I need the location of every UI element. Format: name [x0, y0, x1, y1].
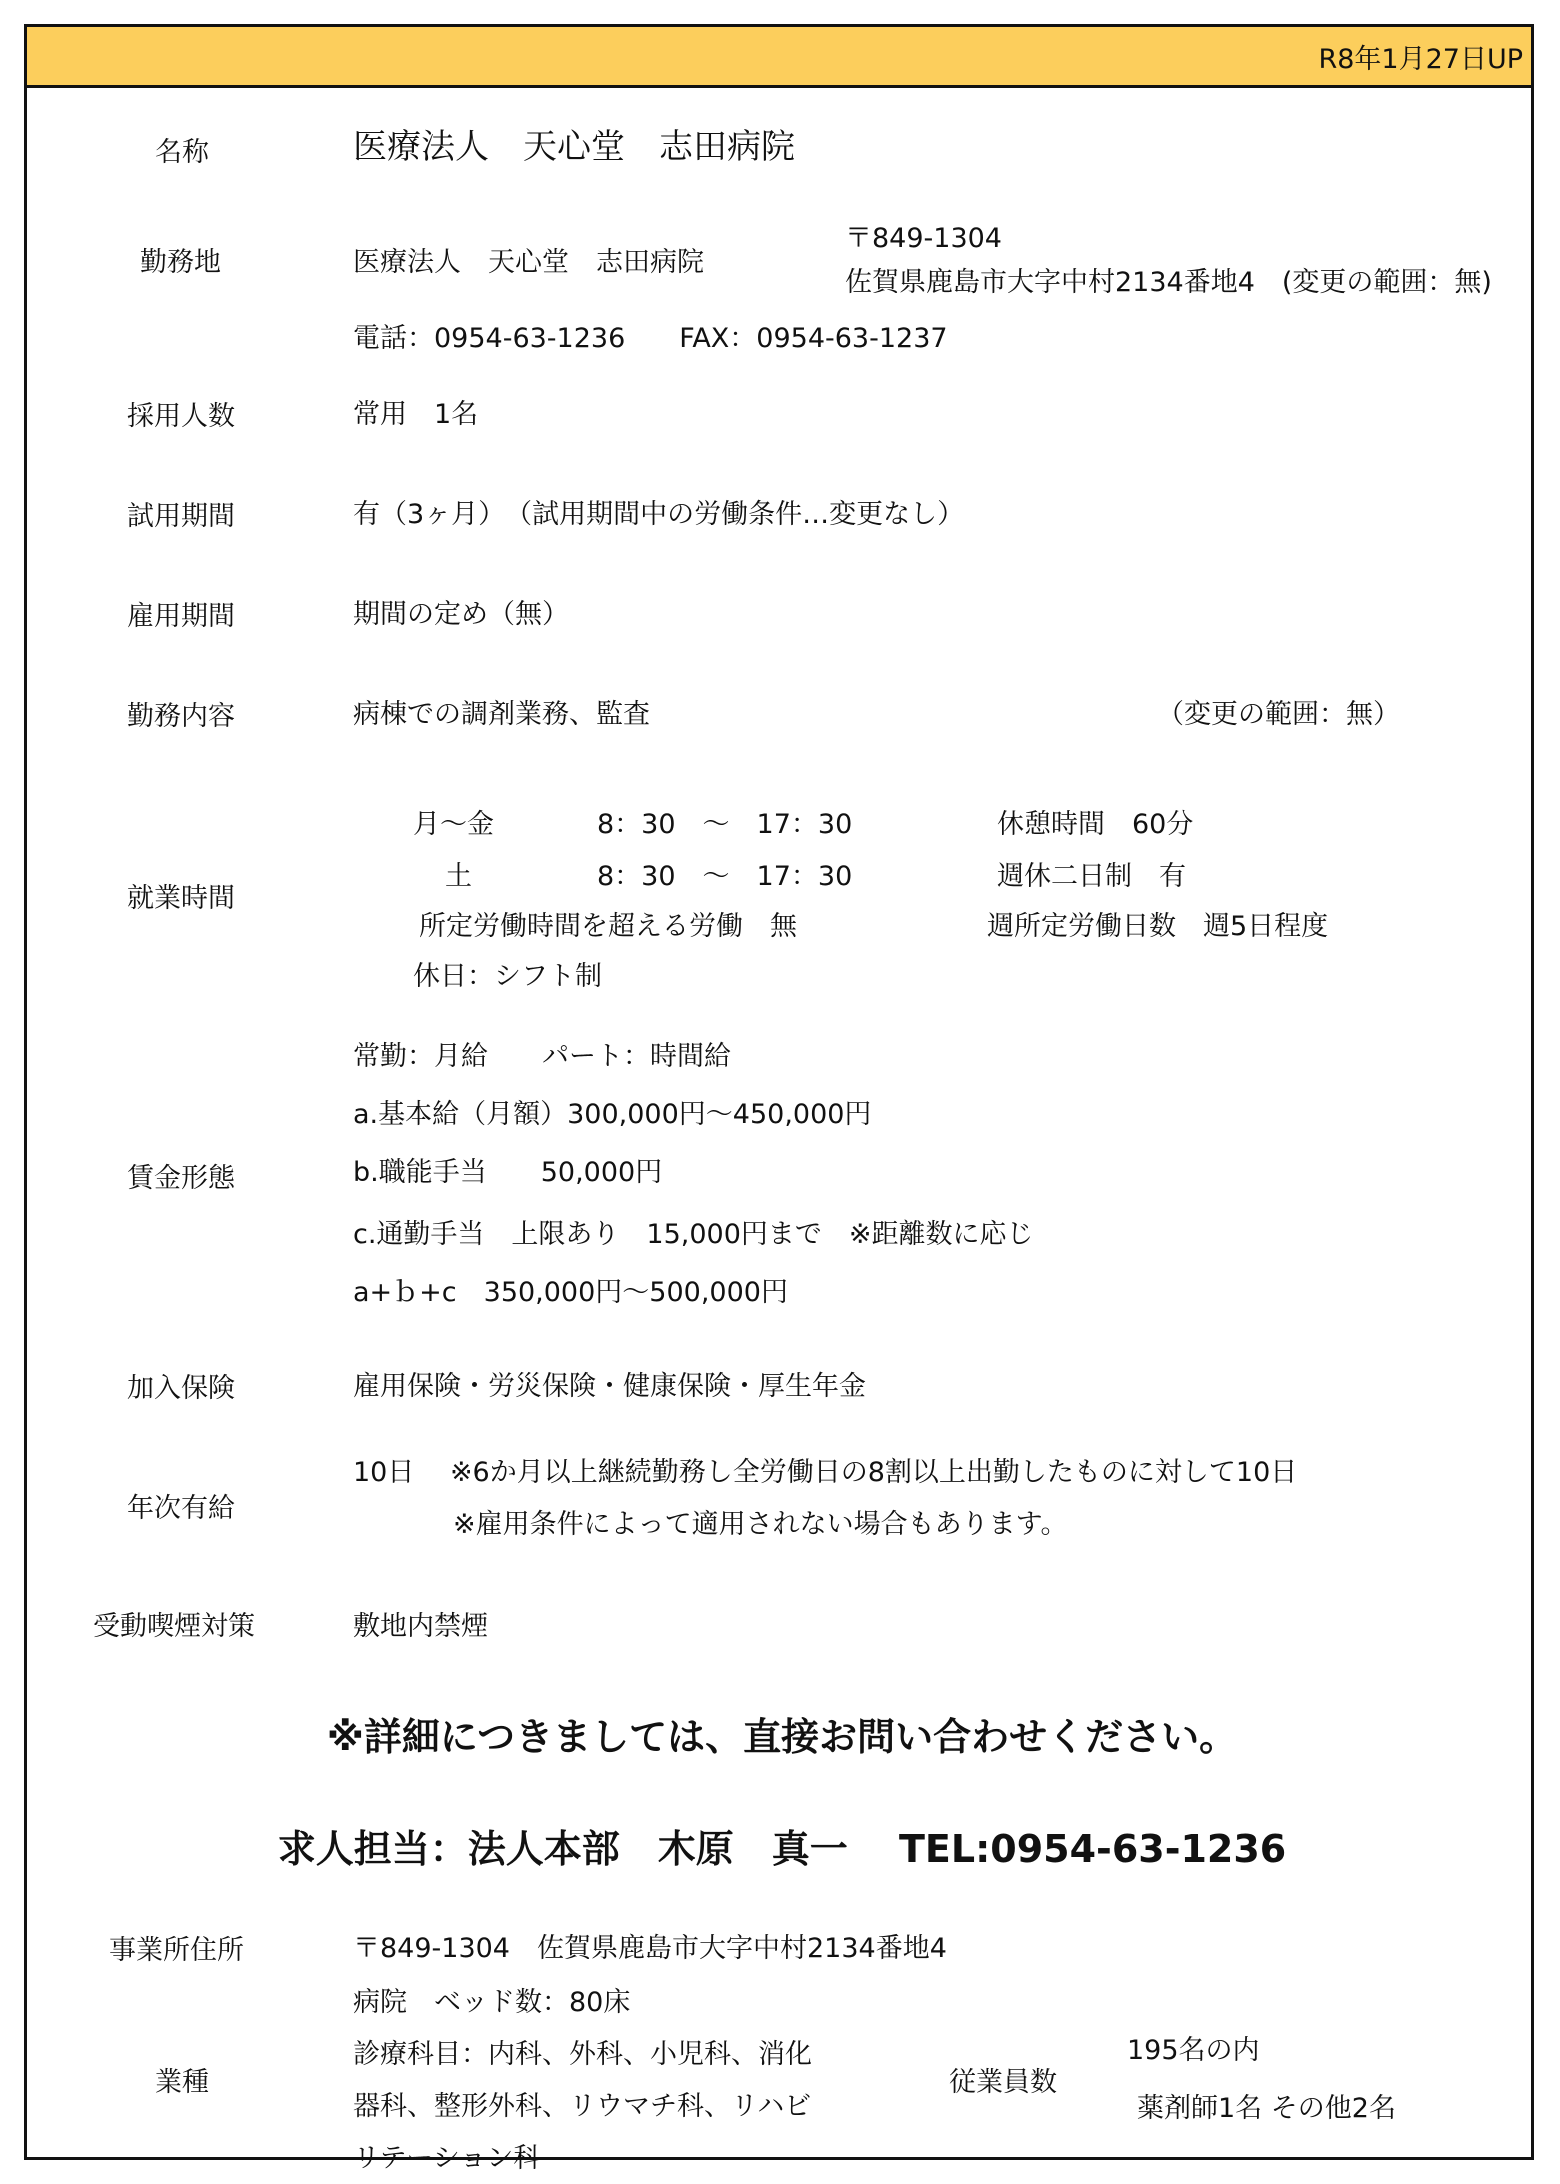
name-label: 名称	[155, 137, 209, 168]
update-date: R8年1月27日UP	[1318, 44, 1523, 75]
hiring-count-label: 採用人数	[127, 401, 235, 432]
overtime: 所定労働時間を超える労働 無	[419, 911, 797, 942]
workplace-postal: 〒849-1304	[845, 223, 1002, 254]
job-posting-frame	[24, 24, 1534, 2174]
workplace-label: 勤務地	[140, 247, 221, 278]
weekday-time: 8：30 ～ 17：30	[597, 809, 853, 840]
workplace-facility: 医療法人 天心堂 志田病院	[353, 247, 704, 278]
wage-total: a+ｂ+c 350,000円～500,000円	[353, 1277, 788, 1308]
contact-person: 求人担当：法人本部 木原 真一 TEL:0954-63-1236	[277, 1827, 1287, 1871]
insurance-value: 雇用保険・労災保険・健康保険・厚生年金	[353, 1371, 866, 1402]
saturday-days: 土	[445, 861, 472, 892]
insurance-label: 加入保険	[127, 1373, 235, 1404]
trial-period-label: 試用期間	[127, 501, 235, 532]
holidays: 休日：シフト制	[413, 961, 602, 992]
bed-count: 病院 ベッド数：80床	[353, 1987, 631, 2018]
staff-total: 195名の内	[1127, 2035, 1260, 2066]
weekly-days: 週所定労働日数 週5日程度	[987, 911, 1329, 942]
workplace-address: 佐賀県鹿島市大字中村2134番地4 (変更の範囲：無)	[845, 267, 1492, 298]
job-content-label: 勤務内容	[127, 701, 235, 732]
weekday-days: 月～金	[413, 809, 494, 840]
staff-detail: 薬剤師1名 その他2名	[1137, 2093, 1396, 2124]
job-content-value: 病棟での調剤業務、監査	[353, 699, 650, 730]
employment-period-label: 雇用期間	[127, 601, 235, 632]
office-label: 事業所住所	[109, 1935, 244, 1966]
office-address: 〒849-1304 佐賀県鹿島市大字中村2134番地4	[353, 1933, 947, 1964]
industry-label: 業種	[155, 2067, 209, 2098]
hiring-count-value: 常用 1名	[353, 399, 479, 430]
departments-line1: 診療科目：内科、外科、小児科、消化	[353, 2039, 812, 2070]
staff-label: 従業員数	[949, 2067, 1057, 2098]
wages-label: 賃金形態	[127, 1163, 235, 1194]
job-content-note: （変更の範囲：無）	[1157, 699, 1400, 730]
saturday-time: 8：30 ～ 17：30	[597, 861, 853, 892]
paid-leave-label: 年次有給	[127, 1493, 235, 1524]
employment-period-value: 期間の定め（無）	[353, 599, 569, 630]
working-hours-label: 就業時間	[127, 883, 235, 914]
commute-allowance: c.通勤手当 上限あり 15,000円まで ※距離数に応じ	[353, 1219, 1034, 1250]
break-time: 休憩時間 60分	[997, 809, 1194, 840]
two-day-weekend: 週休二日制 有	[997, 861, 1186, 892]
header-banner	[27, 27, 1531, 88]
workplace-phone-fax: 電話：0954-63-1236 FAX：0954-63-1237	[353, 323, 948, 354]
smoking-label: 受動喫煙対策	[93, 1611, 255, 1642]
trial-period-value: 有（3ヶ月） （試用期間中の労働条件…変更なし）	[353, 499, 965, 530]
paid-leave-line2: ※雇用条件によって適用されない場合もあります。	[453, 1509, 1068, 1540]
base-salary: a.基本給（月額）300,000円～450,000円	[353, 1099, 872, 1130]
wage-type: 常勤：月給 パート：時間給	[353, 1041, 731, 1072]
paid-leave-line1: 10日 ※6か月以上継続勤務し全労働日の8割以上出勤したものに対して10日	[353, 1457, 1298, 1488]
departments-line3: リテーション科	[353, 2143, 541, 2174]
departments-line2: 器科、整形外科、リウマチ科、リハビ	[353, 2091, 812, 2122]
skill-allowance: b.職能手当 50,000円	[353, 1157, 663, 1188]
smoking-value: 敷地内禁煙	[353, 1611, 488, 1642]
institution-name: 医療法人 天心堂 志田病院	[353, 127, 795, 167]
inquiry-notice: ※詳細につきましては、直接お問い合わせください。	[326, 1715, 1238, 1759]
